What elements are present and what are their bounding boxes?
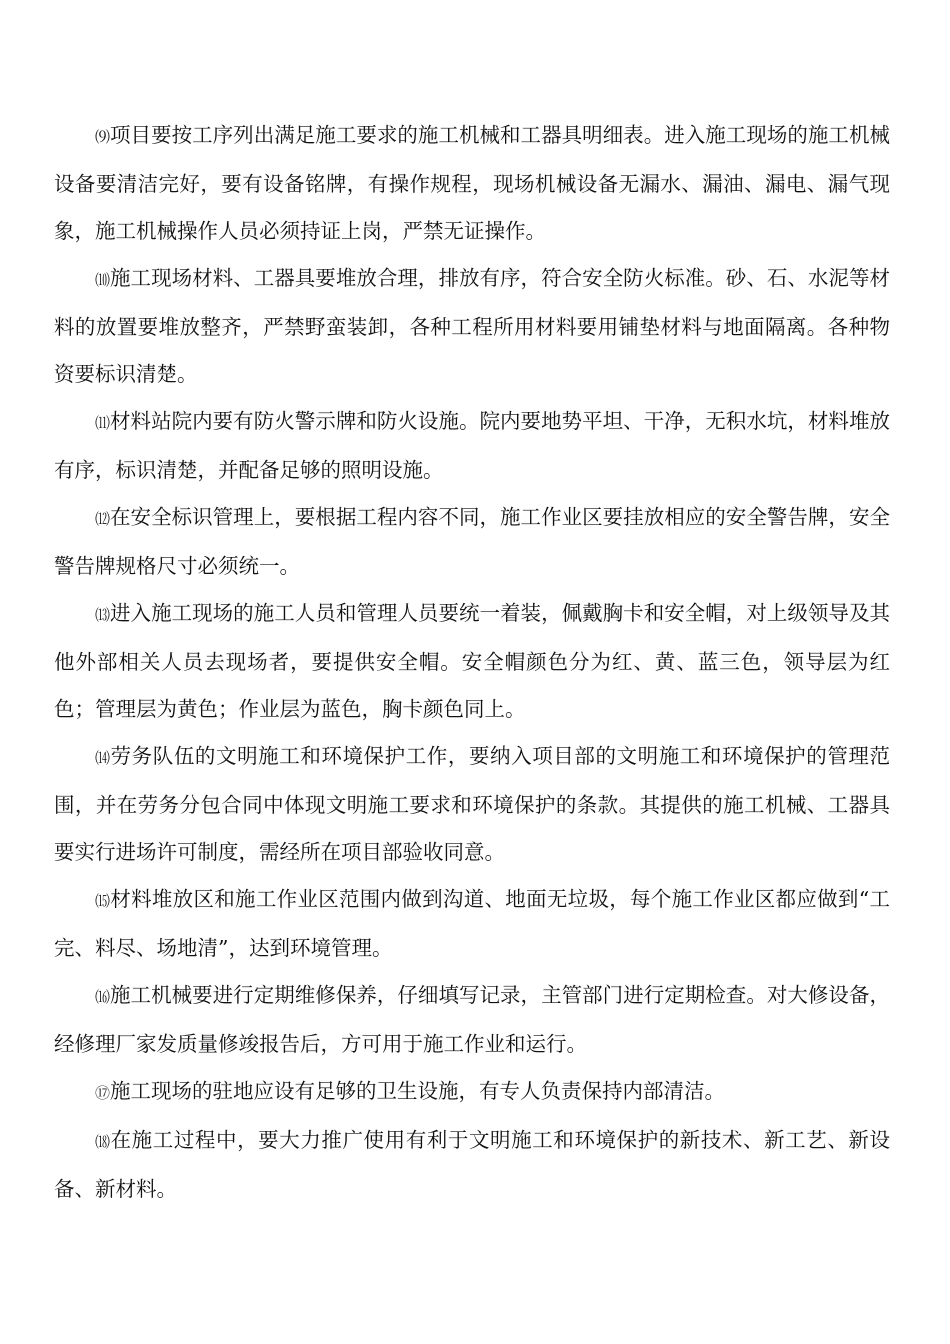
item-marker: ⒅ (95, 1133, 111, 1151)
paragraph-9 (54, 112, 890, 255)
item-marker: ⒀ (95, 606, 111, 624)
paragraph-text: 材料站院内要有防火警示牌和防火设施。院内要地势平坦、干净，无积水坑，材料堆放有序，标识清楚，并配备足够的照明设施。 (54, 409, 890, 482)
paragraph-11 (54, 398, 890, 494)
item-marker: ⑾ (95, 414, 111, 432)
paragraph-text: 劳务队伍的文明施工和环境保护工作，要纳入项目部的文明施工和环境保护的管理范围，并在劳务分包合同中体现文明施工要求和环境保护的条款。其提供的施工机械、工器具要实行进场许可制度，需经所在项目部验收同意。 (54, 744, 890, 864)
paragraph-10 (54, 255, 890, 398)
paragraph-17 (54, 1068, 890, 1117)
paragraph-text: 施工机械要进行定期维修保养，仔细填写记录，主管部门进行定期检查。对大修设备，经修理厂家发质量修竣报告后，方可用于施工作业和运行。 (54, 983, 890, 1056)
item-marker: ⑿ (95, 510, 111, 528)
paragraph-text: 施工现场材料、工器具要堆放合理，排放有序，符合安全防火标准。砂、石、水泥等材料的放置要堆放整齐，严禁野蛮装卸，各种工程所用材料要用铺垫材料与地面隔离。各种物资要标识清楚。 (54, 266, 890, 386)
paragraph-14 (54, 733, 890, 876)
item-marker: ⒂ (95, 892, 111, 910)
paragraph-13 (54, 590, 890, 733)
paragraph-15 (54, 876, 890, 972)
paragraph-text: 在施工过程中，要大力推广使用有利于文明施工和环境保护的新技术、新工艺、新设备、新材料。 (54, 1128, 890, 1201)
item-marker: ⑰ (95, 1084, 111, 1102)
document-body (54, 112, 890, 1213)
item-marker: ⒁ (95, 749, 111, 767)
paragraph-text: 材料堆放区和施工作业区范围内做到沟道、地面无垃圾，每个施工作业区都应做到“工完、料尽、场地清”，达到环境管理。 (54, 887, 890, 960)
item-marker: ⒃ (95, 988, 111, 1006)
paragraph-18 (54, 1117, 890, 1213)
item-marker: ⑼ (95, 128, 111, 146)
paragraph-12 (54, 494, 890, 590)
paragraph-text: 在安全标识管理上，要根据工程内容不同，施工作业区要挂放相应的安全警告牌，安全警告牌规格尺寸必须统一。 (54, 505, 890, 578)
item-marker: ⑽ (95, 271, 111, 289)
paragraph-16 (54, 972, 890, 1068)
paragraph-text: 进入施工现场的施工人员和管理人员要统一着装，佩戴胸卡和安全帽，对上级领导及其他外部相关人员去现场者，要提供安全帽。安全帽颜色分为红、黄、蓝三色，领导层为红色；管理层为黄色；作业层为蓝色，胸卡颜色同上。 (54, 601, 890, 721)
paragraph-text: 施工现场的驻地应设有足够的卫生设施，有专人负责保持内部清洁。 (110, 1079, 726, 1103)
paragraph-text: 项目要按工序列出满足施工要求的施工机械和工器具明细表。进入施工现场的施工机械设备要清洁完好，要有设备铭牌，有操作规程，现场机械设备无漏水、漏油、漏电、漏气现象，施工机械操作人员必须持证上岗，严禁无证操作。 (54, 123, 890, 243)
